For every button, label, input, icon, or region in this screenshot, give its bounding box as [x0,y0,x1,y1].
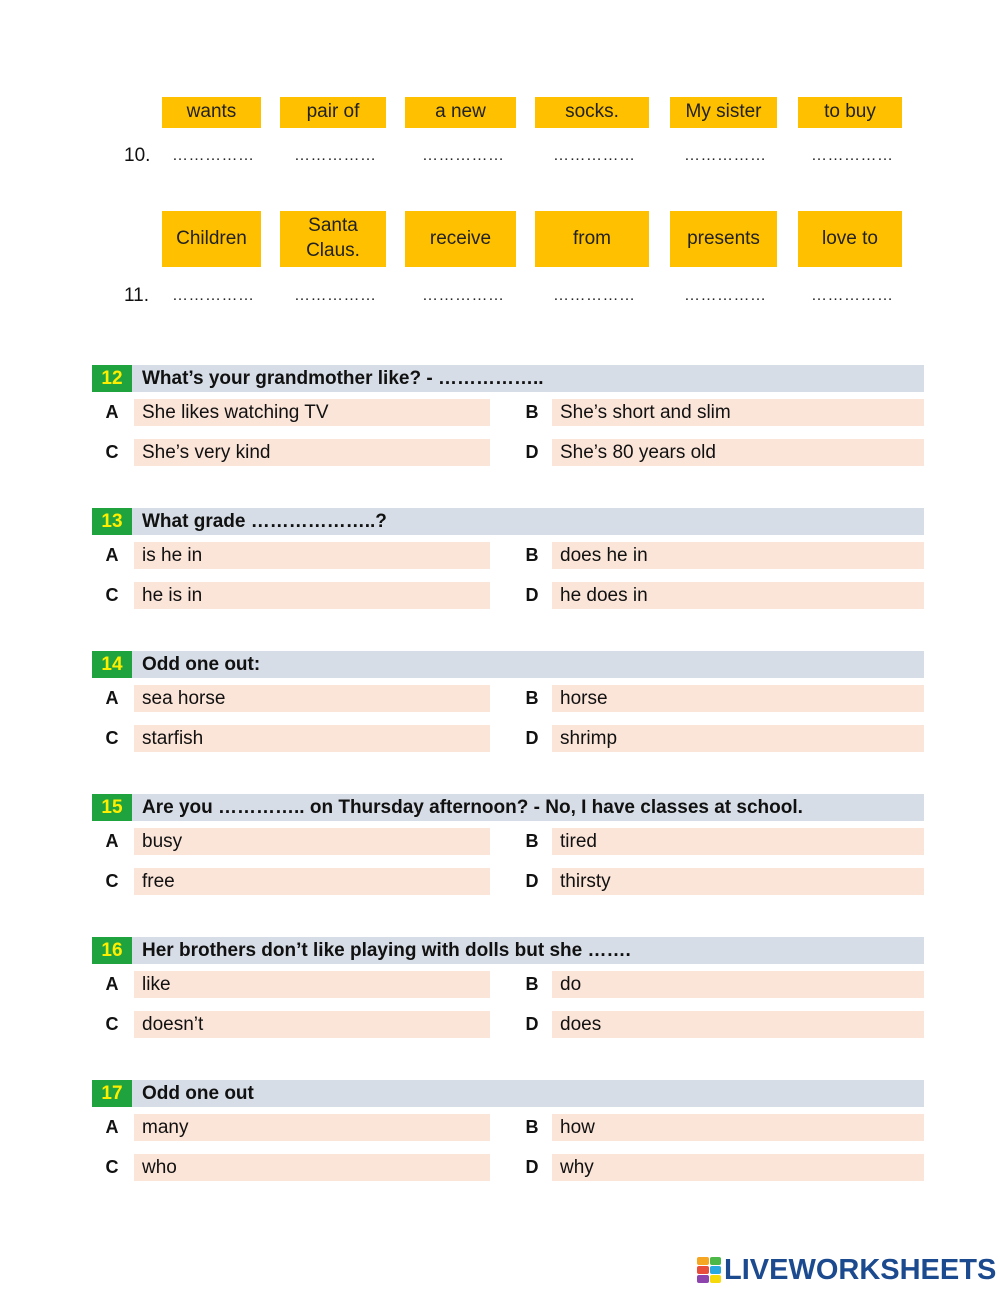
option-c[interactable]: She’s very kind [134,439,490,466]
question-bar [92,365,924,392]
option-letter: D [525,585,539,605]
word-tile[interactable]: to buy [798,97,902,128]
option-b[interactable]: She’s short and slim [552,399,924,426]
option-c[interactable]: free [134,868,490,895]
option-a[interactable]: She likes watching TV [134,399,490,426]
question-number: 13 [92,508,132,535]
option-b[interactable]: tired [552,828,924,855]
question-number: 16 [92,937,132,964]
question-text: Are you ………….. on Thursday afternoon? - No, I have classes at school. [142,797,803,818]
option-c[interactable]: doesn’t [134,1011,490,1038]
option-a[interactable]: busy [134,828,490,855]
option-letter: C [105,1157,119,1177]
option-c[interactable]: starfish [134,725,490,752]
option-letter: D [525,442,539,462]
option-a[interactable]: many [134,1114,490,1141]
option-a[interactable]: is he in [134,542,490,569]
word-tile[interactable]: love to [798,211,902,267]
sentence-number: 10. [124,145,151,166]
option-letter: B [525,402,539,422]
answer-blank[interactable]: …………… [684,147,767,164]
question-text: Odd one out [142,1083,254,1104]
question-number: 14 [92,651,132,678]
word-tile[interactable]: a new [405,97,516,128]
question-text: What grade ………………..? [142,511,387,532]
word-tile[interactable]: wants [162,97,261,128]
question-number: 12 [92,365,132,392]
word-tile[interactable]: socks. [535,97,649,128]
option-letter: B [525,688,539,708]
option-c[interactable]: who [134,1154,490,1181]
answer-blank[interactable]: …………… [553,147,636,164]
answer-blank[interactable]: …………… [553,287,636,304]
option-letter: B [525,1117,539,1137]
word-tile[interactable]: Children [162,211,261,267]
word-tile[interactable]: receive [405,211,516,267]
question-bar [92,651,924,678]
option-letter: D [525,1157,539,1177]
answer-blank[interactable]: …………… [172,287,255,304]
option-letter: D [525,871,539,891]
logo-text: LIVEWORKSHEETS [724,1253,997,1286]
option-d[interactable]: She’s 80 years old [552,439,924,466]
option-letter: A [105,545,119,565]
option-c[interactable]: he is in [134,582,490,609]
option-letter: D [525,728,539,748]
answer-blank[interactable]: …………… [294,147,377,164]
option-d[interactable]: thirsty [552,868,924,895]
option-letter: C [105,442,119,462]
word-tile[interactable]: Santa Claus. [280,211,386,267]
option-b[interactable]: horse [552,685,924,712]
option-letter: A [105,688,119,708]
word-tile[interactable]: My sister [670,97,777,128]
question-bar [92,508,924,535]
option-letter: C [105,728,119,748]
word-tile[interactable]: from [535,211,649,267]
word-tile[interactable]: presents [670,211,777,267]
option-letter: A [105,831,119,851]
question-bar [92,937,924,964]
option-letter: B [525,974,539,994]
question-number: 15 [92,794,132,821]
option-letter: C [105,585,119,605]
question-bar [92,794,924,821]
sentence-number: 11. [124,285,150,306]
liveworksheets-logo[interactable] [697,1254,996,1286]
option-letter: A [105,974,119,994]
word-tile[interactable]: pair of [280,97,386,128]
option-letter: A [105,1117,119,1137]
option-b[interactable]: does he in [552,542,924,569]
option-d[interactable]: shrimp [552,725,924,752]
option-a[interactable]: sea horse [134,685,490,712]
answer-blank[interactable]: …………… [811,287,894,304]
answer-blank[interactable]: …………… [811,147,894,164]
question-text: Odd one out: [142,654,261,675]
option-letter: B [525,831,539,851]
option-b[interactable]: do [552,971,924,998]
question-number: 17 [92,1080,132,1107]
answer-blank[interactable]: …………… [172,147,255,164]
option-a[interactable]: like [134,971,490,998]
option-d[interactable]: he does in [552,582,924,609]
option-b[interactable]: how [552,1114,924,1141]
option-letter: C [105,871,119,891]
question-text: What’s your grandmother like? - …………….. [142,368,544,389]
question-text: Her brothers don’t like playing with dolls but she ……. [142,940,631,961]
liveworksheets-logo-icon [697,1257,721,1283]
option-letter: A [105,402,119,422]
option-d[interactable]: does [552,1011,924,1038]
option-d[interactable]: why [552,1154,924,1181]
answer-blank[interactable]: …………… [422,147,505,164]
option-letter: B [525,545,539,565]
answer-blank[interactable]: …………… [294,287,377,304]
option-letter: C [105,1014,119,1034]
answer-blank[interactable]: …………… [684,287,767,304]
option-letter: D [525,1014,539,1034]
answer-blank[interactable]: …………… [422,287,505,304]
question-bar [92,1080,924,1107]
